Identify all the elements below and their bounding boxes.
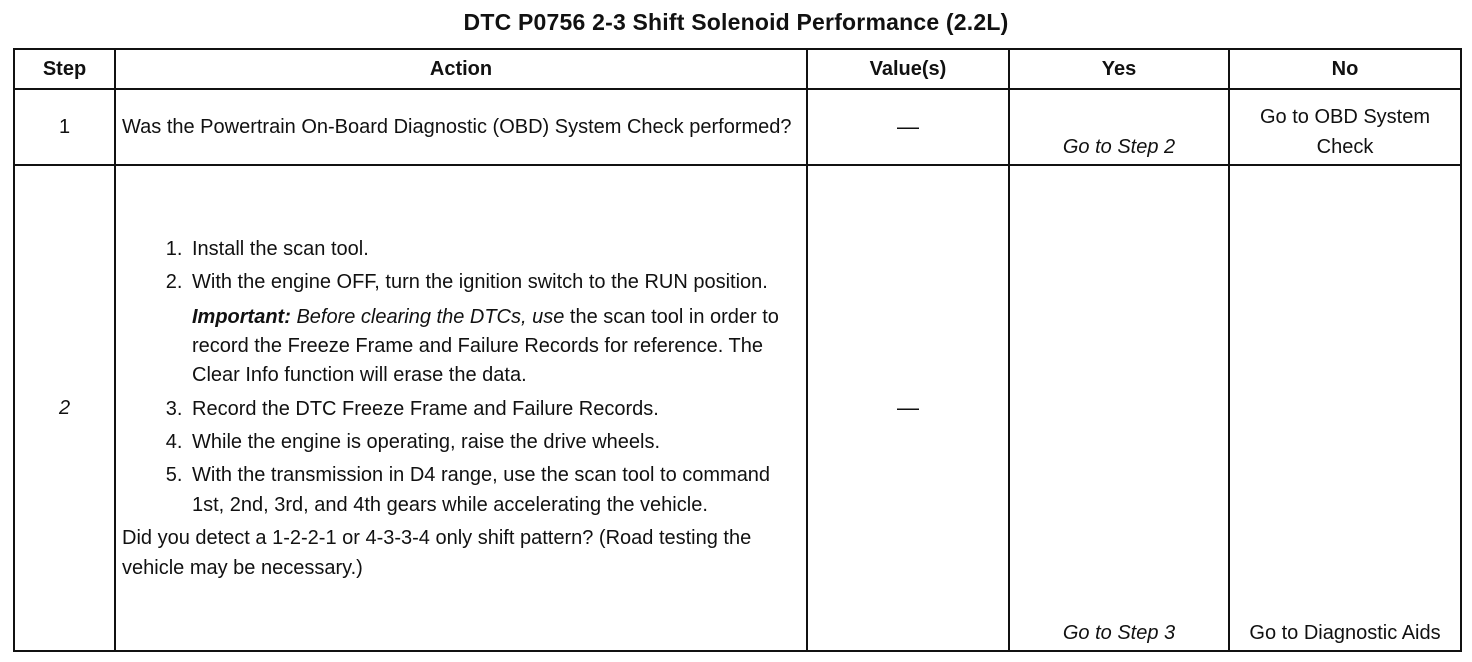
value-cell: — xyxy=(807,89,1009,165)
page-title: DTC P0756 2-3 Shift Solenoid Performance (2.2L) xyxy=(463,9,1009,35)
header-step: Step xyxy=(14,49,115,89)
important-note xyxy=(188,303,796,390)
header-yes: Yes xyxy=(1009,49,1229,89)
step-number: 2 xyxy=(14,165,115,651)
action-steps-list xyxy=(122,394,796,520)
action-step: 4. While the engine is operating, raise the drive wheels. xyxy=(188,427,796,457)
diagnostic-table xyxy=(13,48,1462,652)
step-number: 1 xyxy=(14,89,115,165)
action-step: 5. With the transmission in D4 range, use the scan tool to command 1st, 2nd, 3rd, and 4th gears while accelerating the vehicle. xyxy=(188,460,796,520)
header-action: Action xyxy=(115,49,807,89)
action-cell xyxy=(115,165,807,651)
diagnostic-question: Did you detect a 1-2-2-1 or 4-3-3-4 only shift pattern? (Road testing the vehicle may be necessary.) xyxy=(122,526,752,579)
yes-link[interactable]: Go to Step 2 xyxy=(1009,89,1229,165)
important-text-b: the scan tool in order to record the Freeze Frame and Failure Records for reference. The Clear Info function will erase the data. xyxy=(192,305,779,386)
no-link[interactable]: Go to OBD System Check xyxy=(1229,89,1461,165)
table-row xyxy=(14,89,1461,165)
table-header-row xyxy=(14,49,1461,89)
important-label: Important: xyxy=(192,305,291,328)
no-link[interactable]: Go to Diagnostic Aids xyxy=(1229,165,1461,651)
action-text: Was the Powertrain On-Board Diagnostic (OBD) System Check performed? xyxy=(115,89,807,165)
action-step: 2. With the engine OFF, turn the ignition switch to the RUN position. xyxy=(188,267,796,297)
yes-link[interactable]: Go to Step 3 xyxy=(1009,165,1229,651)
table-row xyxy=(14,165,1461,651)
important-text-a: Before clearing the DTCs, use xyxy=(290,305,570,328)
header-no: No xyxy=(1229,49,1461,89)
action-step: 3. Record the DTC Freeze Frame and Failure Records. xyxy=(188,394,796,424)
value-cell: — xyxy=(807,165,1009,651)
header-values: Value(s) xyxy=(807,49,1009,89)
action-steps-list xyxy=(122,234,796,297)
action-step: 1. Install the scan tool. xyxy=(188,234,796,264)
